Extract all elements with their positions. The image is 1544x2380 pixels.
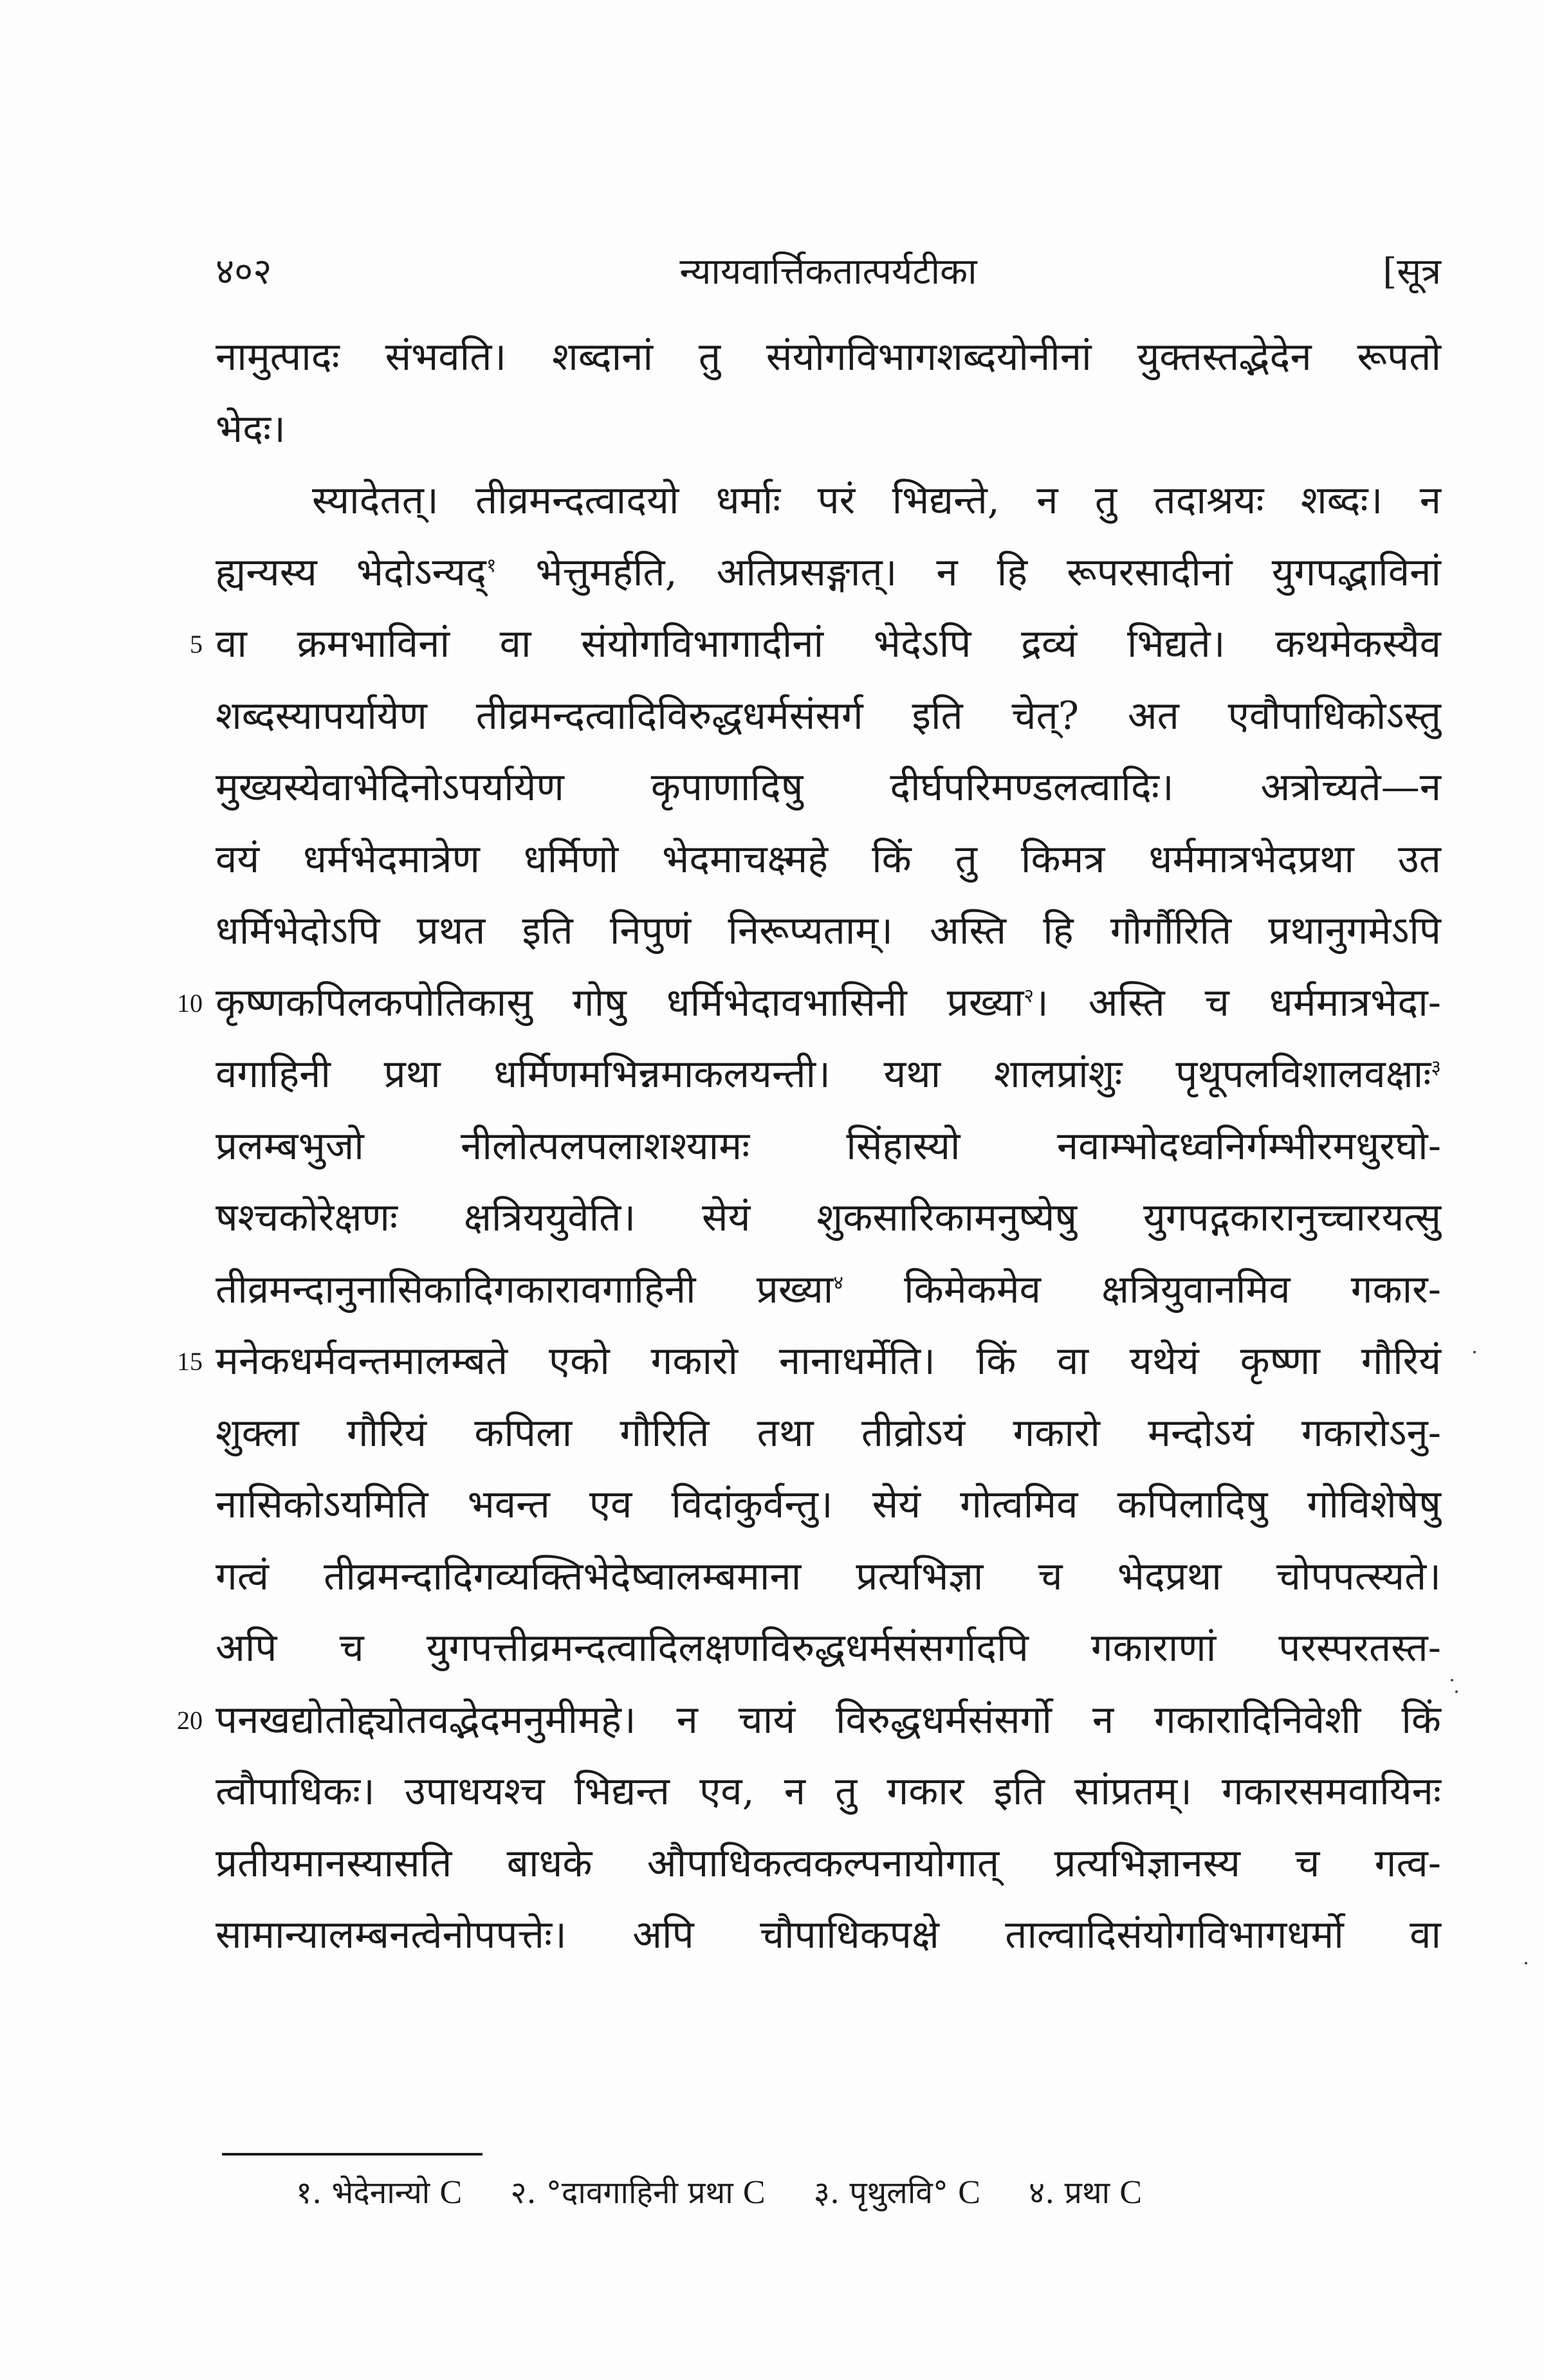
footnote-text: ४. प्रथा	[1029, 2175, 1110, 2211]
text-line	[216, 1899, 1441, 1972]
footnote-ref: २	[1024, 984, 1034, 1007]
line-text: शब्दस्यापर्यायेण तीव्रमन्दत्वादिविरुद्धधर्मसंसर्ग इति चेत्? अत एवौपाधिकोऽस्तु	[216, 693, 1441, 738]
footnote	[814, 2171, 980, 2213]
text-line	[190, 609, 1441, 681]
line-text: वा क्रमभाविनां वा संयोगविभागादीनां भेदेऽपि द्रव्यं भिद्यते। कथमेकस्यैव	[216, 621, 1441, 666]
text-line	[216, 537, 1441, 609]
line-text: धर्मिभेदोऽपि प्रथत इति निपुणं निरूप्यताम्। अस्ति हि गौर्गौरिति प्रथानुगमेऽपि	[216, 908, 1441, 953]
footnote-text: १. भेदेनान्यो	[296, 2175, 430, 2211]
line-text: प्रतीयमानस्यासति बाधके औपाधिकत्वकल्पनायोगात् प्रत्यभिज्ञानस्य च गत्व-	[216, 1840, 1441, 1886]
footnote-siglum: C	[742, 2174, 766, 2211]
line-text: स्यादेतत्। तीव्रमन्दत्वादयो धर्माः परं भिद्यन्ते, न तु तदाश्रयः शब्दः। न	[312, 478, 1441, 523]
line-text: प्रलम्बभुजो नीलोत्पलपलाशश्यामः सिंहास्यो नवाम्भोदध्वनिर्गम्भीरमधुरघो-	[216, 1123, 1441, 1169]
line-text: नासिकोऽयमिति भवन्त एव विदांकुर्वन्तु। सेयं गोत्वमिव कपिलादिषु गोविशेषेषु	[216, 1482, 1441, 1527]
line-text: मुख्यस्येवाभेदिनोऽपर्यायेण कृपाणादिषु दीर्घपरिमण्डलत्वादिः। अत्रोच्यते—न	[216, 765, 1441, 810]
line-text: सामान्यालम्बनत्वेनोपपत्तेः। अपि चौपाधिकपक्षे ताल्वादिसंयोगविभागधर्मो वा	[216, 1912, 1441, 1957]
footnote-ref: ४	[833, 1271, 843, 1294]
text-line	[216, 465, 1441, 537]
text-line	[216, 322, 1441, 394]
footnote-text: २. °दावगाहिनी प्रथा	[510, 2175, 733, 2211]
footnote-text: ३. पृथुलवि°	[813, 2175, 948, 2211]
footnote-divider	[222, 2153, 482, 2156]
footnotes	[296, 2171, 1390, 2213]
text-line	[216, 1254, 1441, 1326]
line-text: गत्वं तीव्रमन्दादिगव्यक्तिभेदेष्वालम्बमाना प्रत्यभिज्ञा च भेदप्रथा चोपपत्स्यते।	[216, 1553, 1441, 1599]
line-text: षश्चकोरेक्षणः क्षत्रिययुवेति। सेयं शुकसारिकामनुष्येषु युगपद्गकारानुच्चारयत्सु	[216, 1195, 1441, 1240]
footnote-ref: ३	[1431, 1056, 1441, 1079]
line-text-rest: । अस्ति च धर्ममात्रभेदा-	[1033, 980, 1442, 1025]
text-line	[216, 1398, 1441, 1470]
running-head	[216, 246, 1441, 297]
line-text-rest: भेत्तुमर्हति, अतिप्रसङ्गात्। न हि रूपरसादीनां युगपद्भाविनां	[496, 549, 1441, 595]
line-text: तीव्रमन्दानुनासिकादिगकारावगाहिनी प्रख्या	[216, 1267, 834, 1312]
line-text: वयं धर्मभेदमात्रेण धर्मिणो भेदमाचक्ष्महे किं तु किमत्र धर्ममात्रभेदप्रथा उत	[216, 836, 1441, 882]
text-line	[216, 752, 1441, 824]
line-number: 20	[177, 1705, 203, 1735]
line-text: ह्यन्यस्य भेदोऽन्यद्	[216, 549, 486, 595]
text-line	[216, 1828, 1441, 1900]
text-line	[177, 1685, 1441, 1757]
line-text: मनेकधर्मवन्तमालम्बते एको गकारो नानाधर्मेति। किं वा यथेयं कृष्णा गौरियं	[216, 1339, 1441, 1384]
line-number: 10	[177, 988, 203, 1018]
footnote-siglum: C	[439, 2174, 463, 2211]
line-text: वगाहिनी प्रथा धर्मिणमभिन्नमाकलयन्ती। यथा शालप्रांशुः पृथूपलविशालवक्षाः	[216, 1052, 1431, 1097]
line-text: शुक्ला गौरियं कपिला गौरिति तथा तीव्रोऽयं गकारो मन्दोऽयं गकारोऽनु-	[216, 1410, 1441, 1456]
text-line	[216, 1613, 1441, 1685]
line-text: पनखद्योतोद्द्योतवद्भेदमनुमीमहे। न चायं विरुद्धधर्मसंसर्गो न गकारादिनिवेशी किं	[216, 1697, 1441, 1743]
line-text: नामुत्पादः संभवति। शब्दानां तु संयोगविभागशब्दयोनीनां युक्तस्तद्भेदेन रूपतो	[216, 334, 1441, 380]
section-mark: [सूत्र	[1383, 251, 1441, 293]
line-number: 15	[177, 1347, 203, 1376]
line-text-rest: किमेकमेव क्षत्रियुवानमिव गकार-	[843, 1267, 1441, 1312]
footnote	[1029, 2171, 1142, 2213]
book-title: न्यायवार्त्तिकतात्पर्यटीका	[679, 251, 977, 293]
text-line	[177, 967, 1442, 1039]
text-line	[216, 1756, 1441, 1828]
scan-speck	[1473, 1351, 1476, 1353]
text-line	[216, 824, 1441, 896]
footnote	[296, 2171, 462, 2213]
text-line	[216, 1469, 1441, 1541]
text-line	[216, 1182, 1441, 1254]
footnote	[510, 2171, 765, 2213]
main-text	[177, 322, 1442, 1972]
footnote-siglum: C	[958, 2174, 980, 2211]
text-line	[216, 895, 1441, 967]
line-text: त्वौपाधिकः। उपाधयश्च भिद्यन्त एव, न तु गकार इति सांप्रतम्। गकारसमवायिनः	[216, 1769, 1441, 1814]
line-number: 5	[190, 630, 203, 659]
line-text: भेदः।	[216, 406, 286, 452]
page-number: ४०२	[216, 251, 272, 293]
scan-speck	[1525, 1962, 1527, 1964]
scan-speck	[1451, 1679, 1453, 1681]
text-line	[177, 1326, 1441, 1398]
footnote-ref: १	[486, 554, 497, 577]
text-line	[216, 1039, 1441, 1111]
text-line	[216, 394, 1441, 466]
line-text: कृष्णकपिलकपोतिकासु गोषु धर्मिभेदावभासिनी प्रख्या	[216, 980, 1024, 1025]
text-line	[216, 1541, 1441, 1613]
footnote-siglum: C	[1119, 2174, 1143, 2211]
scan-speck	[1455, 1690, 1458, 1693]
line-text: अपि च युगपत्तीव्रमन्दत्वादिलक्षणविरुद्धधर्मसंसर्गादपि गकाराणां परस्परतस्त-	[216, 1625, 1441, 1671]
text-line	[216, 1111, 1441, 1183]
text-line	[216, 681, 1441, 753]
